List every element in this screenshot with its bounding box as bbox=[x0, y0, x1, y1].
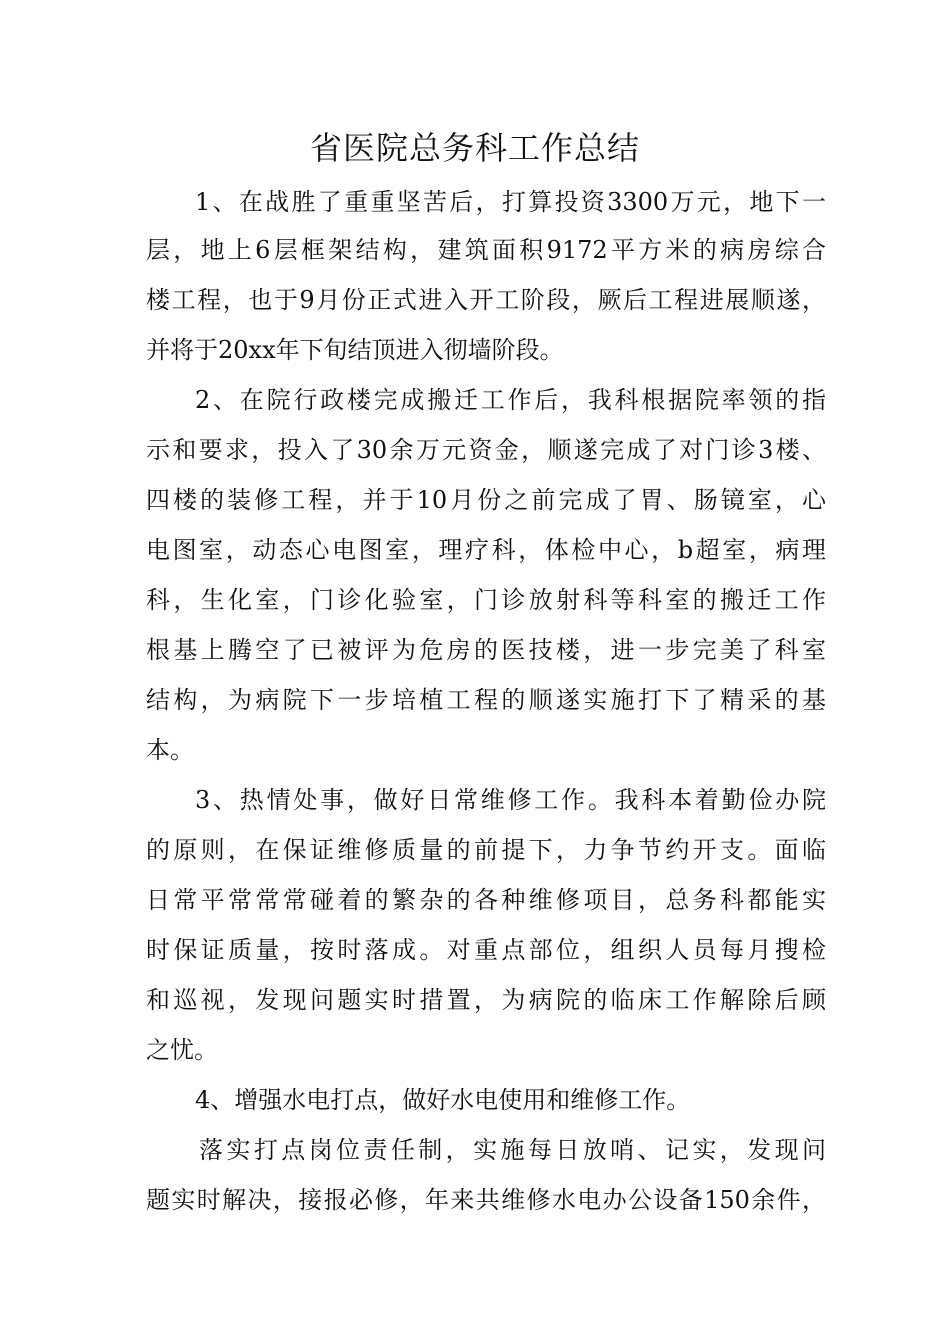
paragraph-3-line-2: 的原则，在保证维修质量的前提下，力争节约开支。面临 bbox=[146, 836, 826, 864]
paragraph-2-line-7: 结构，为病院下一步培植工程的顺遂实施打下了精采的基 bbox=[146, 686, 826, 714]
paragraph-3-line-6: 之忧。 bbox=[146, 1036, 218, 1064]
document-title: 省医院总务科工作总结 bbox=[309, 129, 640, 167]
paragraph-2-line-3: 四楼的装修工程，并于10月份之前完成了胃、肠镜室，心 bbox=[146, 486, 826, 514]
paragraph-3-line-4: 时保证质量，按时落成。对重点部位，组织人员每月搜检 bbox=[146, 936, 826, 964]
paragraph-5-line-1: 落实打点岗位责任制，实施每日放哨、记实，发现问 bbox=[199, 1136, 826, 1164]
paragraph-1-line-2: 层，地上6层框架结构，建筑面积9172平方米的病房综合 bbox=[146, 236, 826, 264]
paragraph-3-line-1: 3、热情处事，做好日常维修工作。我科本着勤俭办院 bbox=[195, 786, 826, 814]
paragraph-2-line-2: 示和要求，投入了30余万元资金，顺遂完成了对门诊3楼、 bbox=[146, 436, 826, 464]
paragraph-4-line-1: 4、增强水电打点，做好水电使用和维修工作。 bbox=[195, 1086, 691, 1114]
paragraph-3-line-3: 日常平常常常碰着的繁杂的各种维修项目，总务科都能实 bbox=[146, 886, 826, 914]
paragraph-2-line-1: 2、在院行政楼完成搬迁工作后，我科根据院率领的指 bbox=[195, 386, 826, 414]
paragraph-2-line-6: 根基上腾空了已被评为危房的医技楼，进一步完美了科室 bbox=[146, 636, 826, 664]
paragraph-1-line-3: 楼工程，也于9月份正式进入开工阶段，厥后工程进展顺遂， bbox=[146, 286, 826, 314]
paragraph-5-line-2: 题实时解决，接报必修，年来共维修水电办公设备150余件， bbox=[146, 1186, 826, 1214]
paragraph-2-line-4: 电图室，动态心电图室，理疗科，体检中心，b超室，病理 bbox=[146, 536, 826, 564]
paragraph-2-line-8: 本。 bbox=[146, 736, 194, 764]
paragraph-1-line-4: 并将于20xx年下旬结顶进入彻墙阶段。 bbox=[146, 336, 564, 364]
paragraph-2-line-5: 科，生化室，门诊化验室，门诊放射科等科室的搬迁工作 bbox=[146, 586, 826, 614]
paragraph-1-line-1: 1、在战胜了重重坚苦后，打算投资3300万元，地下一 bbox=[195, 188, 826, 216]
paragraph-3-line-5: 和巡视，发现问题实时措置，为病院的临床工作解除后顾 bbox=[146, 986, 826, 1014]
